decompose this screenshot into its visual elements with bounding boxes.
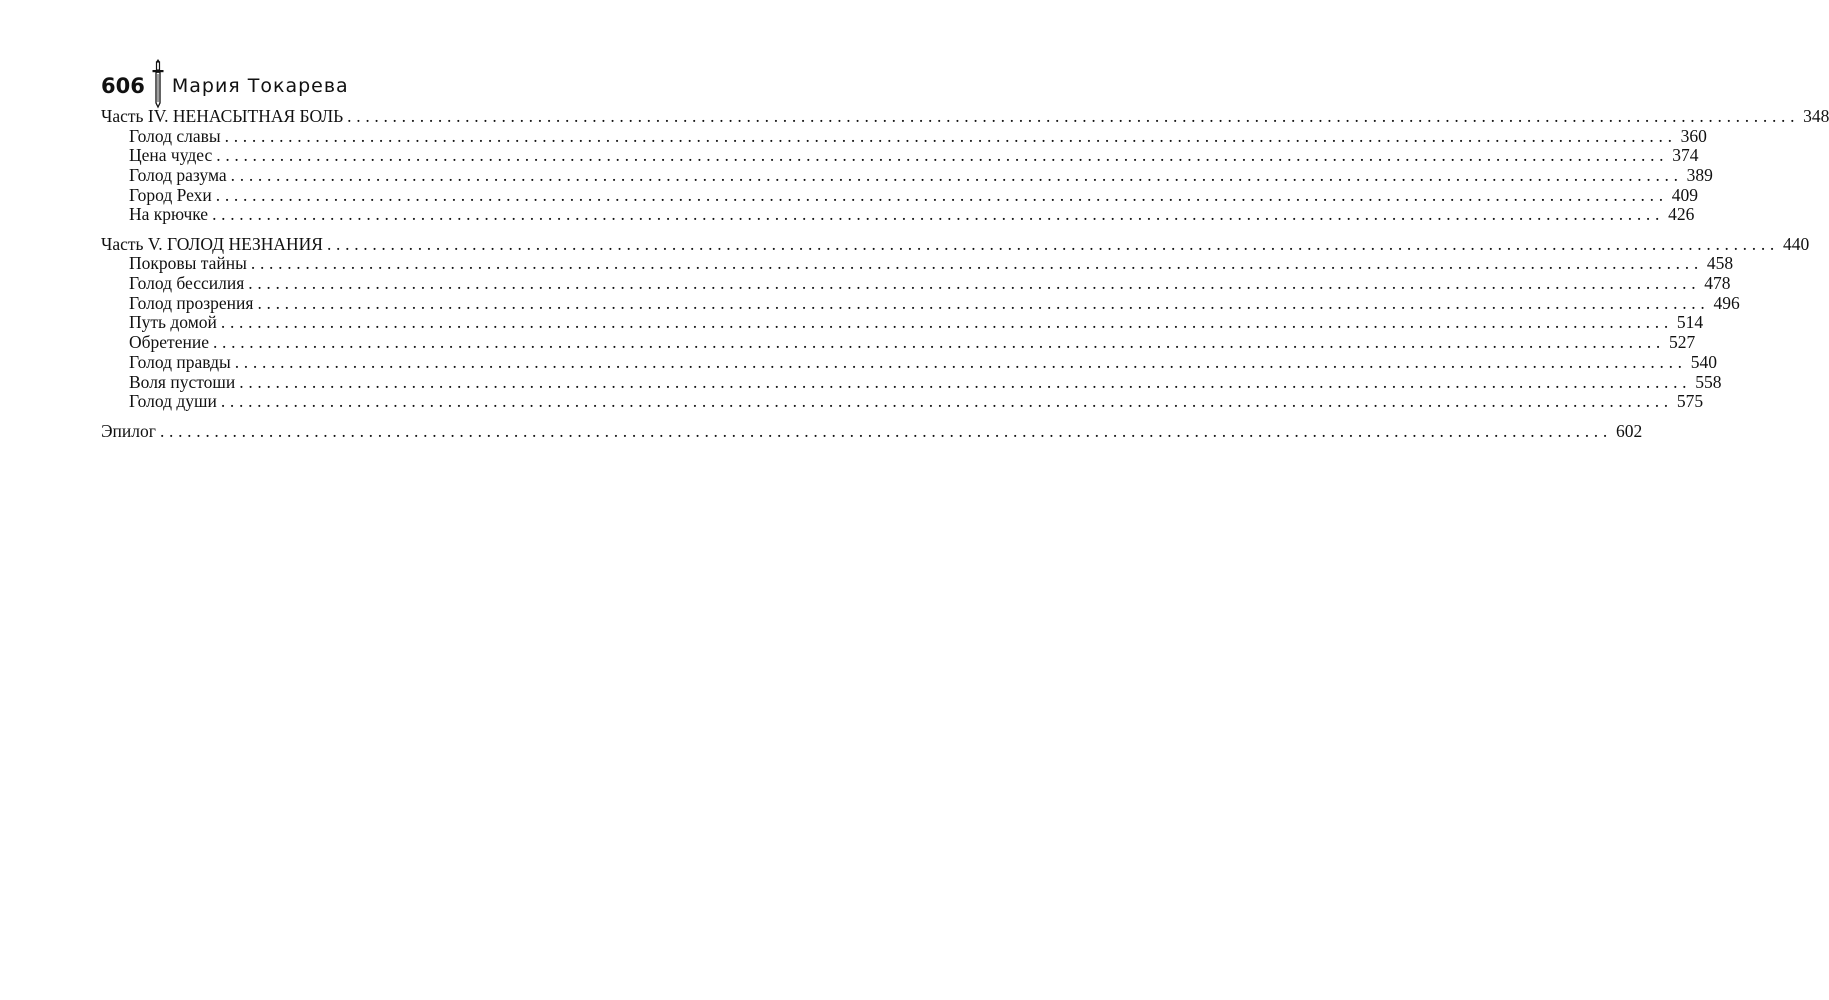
toc-entry-page: 540 [1690, 351, 1717, 372]
toc-chapter-entry [101, 371, 1722, 393]
dot-leader: ................................................................................................................................................................ [224, 125, 1677, 146]
toc-chapter-entry [101, 145, 1699, 166]
toc-chapter-entry [101, 165, 1713, 186]
toc-entry-title: Голод разума [129, 165, 227, 186]
toc-part-entry [101, 233, 1810, 255]
toc-chapter-entry [101, 312, 1704, 333]
toc-chapter-entry [101, 332, 1696, 353]
toc-entry-title: Путь домой [129, 312, 217, 333]
toc-entry-title: Часть IV. НЕНАСЫТНАЯ БОЛЬ [101, 106, 344, 126]
toc-part-entry [101, 420, 1643, 442]
toc-chapter-entry [101, 351, 1717, 373]
dot-leader: ................................................................................................................................................................ [230, 165, 1683, 186]
table-of-contents [101, 106, 1829, 441]
author-name: Мария Токарева [171, 75, 349, 97]
toc-entry-page: 440 [1782, 233, 1810, 254]
toc-entry-title: Голод души [129, 391, 217, 412]
toc-entry-title: Покровы тайны [129, 253, 247, 274]
toc-entry-page: 496 [1713, 292, 1740, 313]
toc-entry-title: На крючке [129, 204, 209, 225]
toc-entry-page: 389 [1686, 165, 1713, 186]
toc-entry-page: 602 [1615, 420, 1643, 441]
dot-leader: ................................................................................................................................................................ [248, 273, 1701, 294]
toc-entry-title: Голод правды [129, 351, 231, 372]
dot-leader: ................................................................................................................................................................ [220, 391, 1673, 412]
toc-chapter-entry [101, 391, 1704, 412]
toc-chapter-entry [101, 273, 1731, 294]
page-number: 606 [101, 74, 145, 98]
dot-leader: ................................................................................................................................................................ [326, 233, 1779, 254]
toc-entry-page: 527 [1668, 332, 1696, 353]
dot-leader: ................................................................................................................................................................ [250, 253, 1703, 274]
toc-entry-title: Часть V. ГОЛОД НЕЗНАНИЯ [101, 233, 323, 254]
toc-entry-title: Обретение [129, 332, 209, 353]
toc-part-entry [101, 106, 1829, 127]
dot-leader: ................................................................................................................................................................ [216, 145, 1669, 166]
dot-leader: ................................................................................................................................................................ [347, 106, 1800, 126]
toc-entry-page: 478 [1704, 273, 1731, 294]
toc-entry-page: 348 [1803, 106, 1829, 126]
toc-entry-page: 360 [1680, 125, 1707, 146]
toc-entry-title: Эпилог [101, 420, 156, 441]
toc-entry-page: 458 [1706, 253, 1734, 274]
toc-chapter-entry [101, 204, 1695, 225]
dot-leader: ................................................................................................................................................................ [212, 332, 1665, 353]
dot-leader: ................................................................................................................................................................ [234, 351, 1687, 372]
toc-entry-title: Голод прозрения [129, 292, 254, 313]
dot-leader: ................................................................................................................................................................ [159, 420, 1612, 441]
toc-entry-title: Город Рехи [129, 184, 212, 205]
toc-entry-title: Цена чудес [129, 145, 213, 166]
toc-chapter-entry [101, 125, 1707, 147]
toc-entry-title: Голод славы [129, 125, 221, 146]
toc-entry-page: 426 [1668, 204, 1695, 225]
dot-leader: ................................................................................................................................................................ [257, 292, 1710, 313]
dagger-icon [150, 58, 166, 108]
dot-leader: ................................................................................................................................................................ [239, 371, 1692, 392]
toc-entry-page: 558 [1695, 371, 1722, 392]
running-header [101, 58, 349, 108]
toc-entry-page: 514 [1676, 312, 1704, 333]
toc-entry-title: Воля пустоши [129, 371, 236, 392]
toc-entry-page: 409 [1671, 184, 1699, 205]
toc-chapter-entry [101, 253, 1734, 274]
toc-entry-page: 374 [1672, 145, 1699, 166]
toc-chapter-entry [101, 184, 1699, 206]
toc-entry-title: Голод бессилия [129, 273, 245, 294]
dot-leader: ................................................................................................................................................................ [215, 184, 1668, 205]
toc-entry-page: 575 [1676, 391, 1704, 412]
dot-leader: ................................................................................................................................................................ [220, 312, 1673, 333]
dot-leader: ................................................................................................................................................................ [212, 204, 1665, 225]
toc-chapter-entry [101, 292, 1740, 314]
